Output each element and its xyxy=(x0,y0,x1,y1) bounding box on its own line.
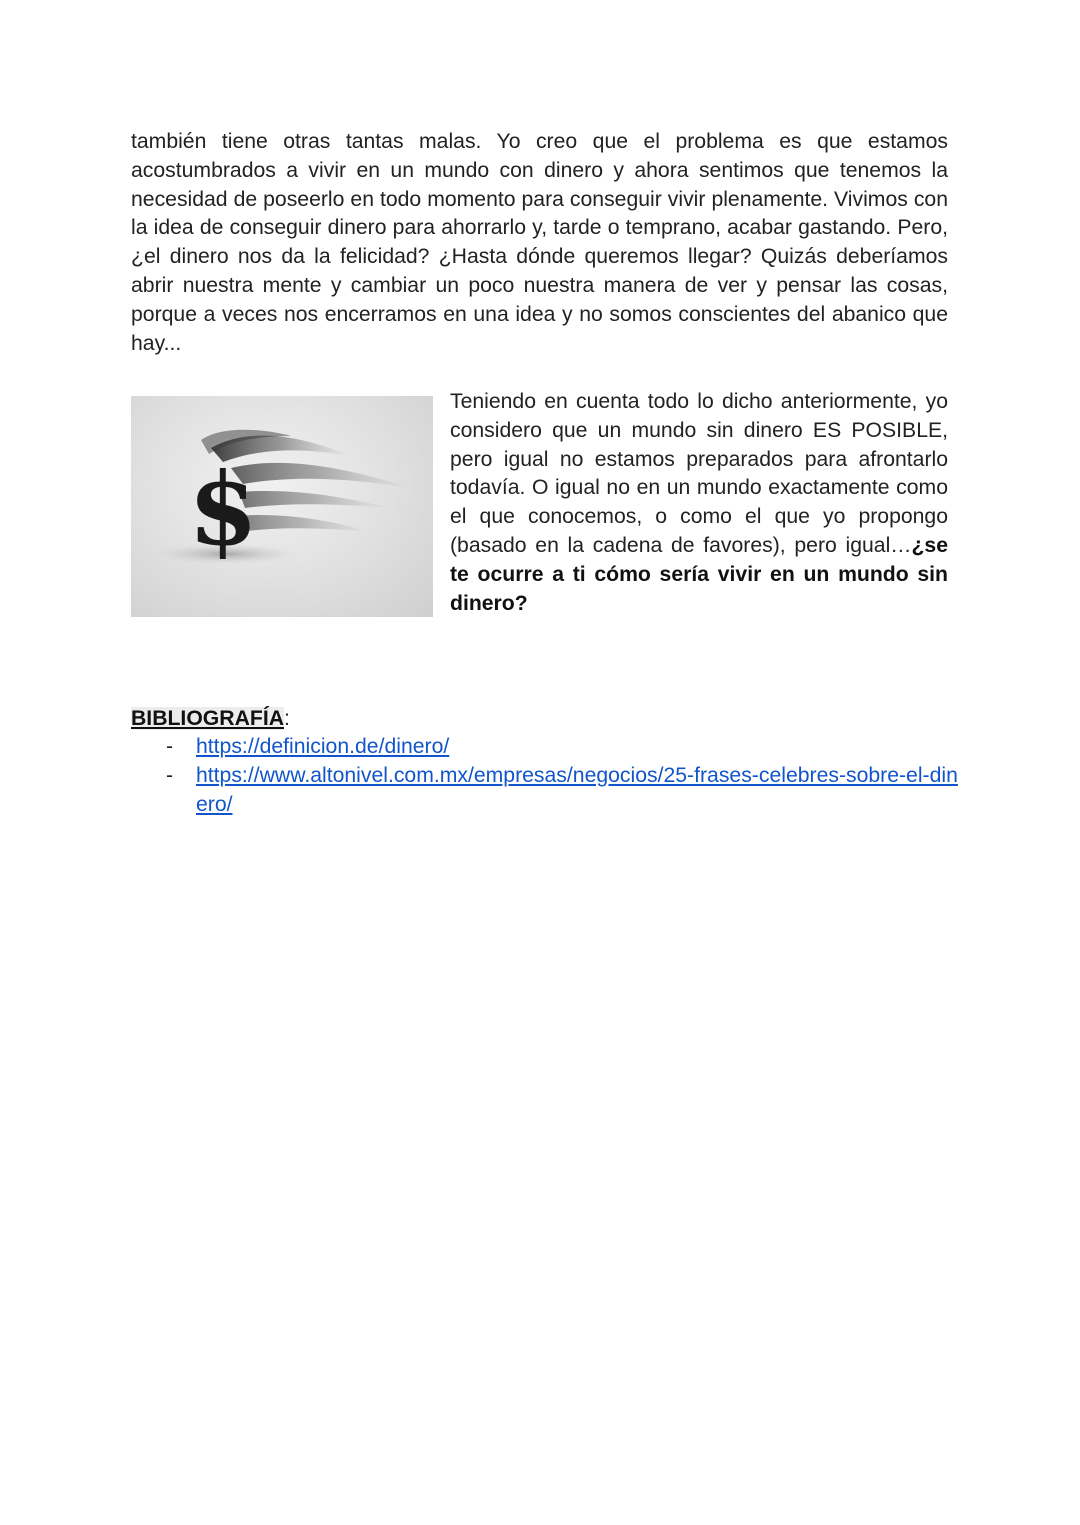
bibliography-link-2[interactable]: https://www.altonivel.com.mx/empresas/negocios/25-frases-celebres-sobre-el-dinero/ xyxy=(196,763,958,816)
bibliography-heading xyxy=(131,705,290,733)
bibliography-title: BIBLIOGRAFÍA xyxy=(131,707,285,730)
bibliography-colon: : xyxy=(284,707,290,730)
dollar-sign-icon xyxy=(131,396,433,617)
dollar-glyph: $ xyxy=(188,450,258,568)
list-item xyxy=(160,762,960,820)
body-paragraph-right xyxy=(450,388,948,618)
body-paragraph-top: también tiene otras tantas malas. Yo creo que el problema es que estamos acostumbrados a vivir en un mundo con dinero y ahora sentimos que tenemos la necesidad de poseerlo en todo momento para conseguir vivir plenamente. Vivimos con la idea de conseguir dinero para ahorrarlo y, tarde o temprano, acabar gastando. Pero, ¿el dinero nos da la felicidad? ¿Hasta dónde queremos llegar? Quizás deberíamos abrir nuestra mente y cambiar un poco nuestra manera de ver y pensar las cosas, porque a veces nos encerramos en una idea y no somos conscientes del abanico que hay... xyxy=(131,130,948,355)
list-bullet: - xyxy=(166,763,174,787)
list-item xyxy=(160,733,960,762)
bibliography-link-1[interactable]: https://definicion.de/dinero/ xyxy=(196,735,450,758)
paragraph-right-plain: Teniendo en cuenta todo lo dicho anteriormente, yo considero que un mundo sin dinero ES POSIBLE, pero igual no estamos preparados para afrontarlo todavía. O igual no en un mundo exactamente como el que conocemos, o como el que yo propongo (basado en la cadena de favores), pero igual… xyxy=(450,390,948,557)
paragraph-right-question: ¿se te ocurre a ti cómo sería vivir en un mundo sin dinero? xyxy=(450,533,948,615)
list-bullet: - xyxy=(166,735,174,758)
bibliography-list xyxy=(160,733,960,819)
dollar-smoke-image xyxy=(131,396,433,617)
